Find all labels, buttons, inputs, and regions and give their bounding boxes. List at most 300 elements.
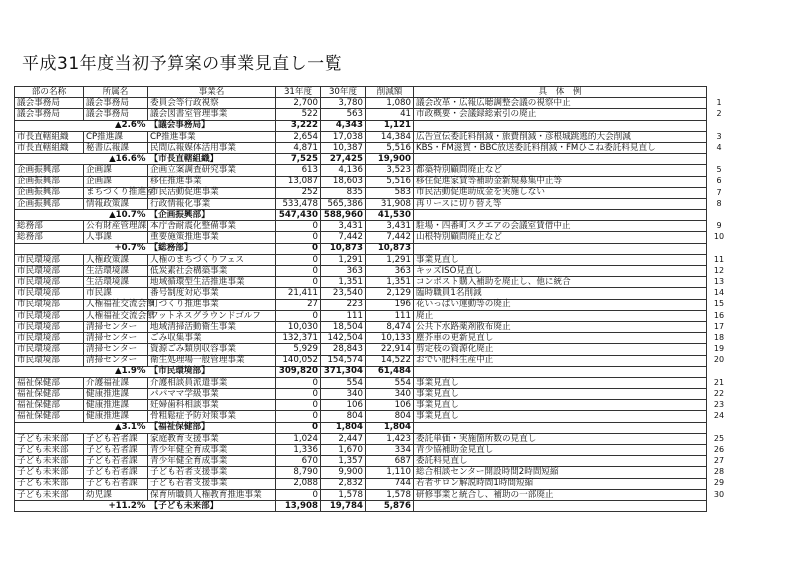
row-number-blank <box>712 366 726 377</box>
row-number-blank <box>712 500 726 511</box>
row-number: 2 <box>716 109 722 119</box>
project-cell: 家庭教育支援事業 <box>148 433 276 444</box>
fy30-subtotal-cell: 4,343 <box>321 120 366 131</box>
subtotal-row <box>15 243 707 254</box>
row-number: 5 <box>716 165 722 175</box>
row-number: 12 <box>713 265 725 275</box>
reduction-cell: 1,423 <box>366 433 414 444</box>
section-cell: 生活環境課 <box>84 277 148 288</box>
fy30-cell: 1,578 <box>321 489 366 500</box>
section-cell: 議会事務局 <box>84 98 148 109</box>
dept-cell: 企画振興部 <box>15 165 84 176</box>
fy31-cell: 0 <box>276 400 321 411</box>
example-cell: 移住促進家賃等補助金新規募集中止等 <box>414 176 707 187</box>
dept-cell: 福祉保健部 <box>15 377 84 388</box>
fy31-cell: 2,700 <box>276 98 321 109</box>
table-row <box>15 176 707 187</box>
row-number: 24 <box>713 411 725 421</box>
table-row <box>15 400 707 411</box>
row-number: 7 <box>716 187 722 197</box>
reduction-cell: 3,431 <box>366 221 414 232</box>
subtotal-row <box>15 154 707 165</box>
fy31-cell: 27 <box>276 299 321 310</box>
table-row <box>15 411 707 422</box>
example-cell: 事業見直し <box>414 389 707 400</box>
section-cell: 人権福祉交流会館 <box>84 310 148 321</box>
example-cell: 公共下水路薬剤散布廃止 <box>414 321 707 332</box>
group-label-cell: 【議会事務局】 <box>148 120 276 131</box>
table-row <box>15 277 707 288</box>
fy30-cell: 1,357 <box>321 456 366 467</box>
fy31-cell: 0 <box>276 389 321 400</box>
section-cell: 子ども若者課 <box>84 445 148 456</box>
fy30-cell: 2,832 <box>321 478 366 489</box>
subtotal-blank-cell <box>414 120 707 131</box>
dept-cell: 子ども未来部 <box>15 489 84 500</box>
fy31-cell: 132,371 <box>276 333 321 344</box>
table-row <box>15 254 707 265</box>
section-cell: 清掃センター <box>84 344 148 355</box>
row-number-column <box>712 97 726 511</box>
example-cell: 事業見直し <box>414 377 707 388</box>
reduction-cell: 363 <box>366 266 414 277</box>
table-row <box>15 489 707 500</box>
row-number: 17 <box>713 321 725 331</box>
project-cell: 本庁舎耐震化整備事業 <box>148 221 276 232</box>
row-number: 10 <box>713 232 725 242</box>
example-cell: 山根特別顧問廃止など <box>414 232 707 243</box>
example-cell: 花いっぱい運動等の廃止 <box>414 299 707 310</box>
fy30-cell: 363 <box>321 266 366 277</box>
table-row <box>15 445 707 456</box>
reduction-subtotal-cell: 1,121 <box>366 120 414 131</box>
project-cell: 保育所職員人権教育推進事業 <box>148 489 276 500</box>
table-row <box>15 165 707 176</box>
dept-cell: 子ども未来部 <box>15 456 84 467</box>
row-number: 11 <box>713 254 725 264</box>
row-number: 19 <box>713 344 725 354</box>
row-number: 28 <box>713 467 725 477</box>
reduction-cell: 583 <box>366 187 414 198</box>
fy31-subtotal-cell: 547,430 <box>276 210 321 221</box>
fy31-cell: 0 <box>276 377 321 388</box>
example-cell: 事業見直し <box>414 254 707 265</box>
example-cell: KBS・FM滋賀・BBC放送委託料削減・FMひこね委託料見直し <box>414 142 707 153</box>
group-label-cell: 【市長直轄組織】 <box>148 154 276 165</box>
section-cell: 人権福祉交流会館 <box>84 299 148 310</box>
fy30-cell: 1,291 <box>321 254 366 265</box>
fy30-cell: 3,780 <box>321 98 366 109</box>
row-number: 26 <box>713 444 725 454</box>
reduction-cell: 804 <box>366 411 414 422</box>
dept-cell: 子ども未来部 <box>15 445 84 456</box>
project-cell: 介護相談員派遣事業 <box>148 377 276 388</box>
reduction-cell: 1,578 <box>366 489 414 500</box>
fy31-cell: 613 <box>276 165 321 176</box>
section-cell: 人権政策課 <box>84 254 148 265</box>
dept-cell: 市長直轄組織 <box>15 142 84 153</box>
row-number: 14 <box>713 288 725 298</box>
fy31-cell: 0 <box>276 232 321 243</box>
example-cell: 委託単価・実施箇所数の見直し <box>414 433 707 444</box>
dept-cell: 市民環境部 <box>15 355 84 366</box>
example-cell: 剪定枝の資源化廃止 <box>414 344 707 355</box>
example-cell: 塵芥車の更新見直し <box>414 333 707 344</box>
group-label-cell: 【子ども未来部】 <box>148 500 276 511</box>
section-cell: 健康推進課 <box>84 400 148 411</box>
table-row <box>15 321 707 332</box>
reduction-cell: 5,516 <box>366 176 414 187</box>
row-number: 15 <box>713 299 725 309</box>
fy31-cell: 0 <box>276 277 321 288</box>
row-number: 8 <box>716 198 722 208</box>
fy31-cell: 1,336 <box>276 445 321 456</box>
page-title: 平成31年度当初予算案の事業見直し一覧 <box>22 54 343 74</box>
row-number: 30 <box>713 489 725 499</box>
row-number: 9 <box>716 221 722 231</box>
header-example: 具 体 例 <box>414 87 707 98</box>
section-cell: 公有財産管理課 <box>84 221 148 232</box>
example-cell: 市政概要・会議録総索引の廃止 <box>414 109 707 120</box>
project-cell: 子ども若者支援事業 <box>148 467 276 478</box>
example-cell: 若者サロン解説時間1時間短縮 <box>414 478 707 489</box>
example-cell: 市民活動促進助成金を実施しない <box>414 187 707 198</box>
reduction-cell: 22,914 <box>366 344 414 355</box>
header-reduction: 削減額 <box>366 87 414 98</box>
change-rate-cell: ▲16.6% <box>15 154 148 165</box>
reduction-cell: 14,522 <box>366 355 414 366</box>
fy31-cell: 2,088 <box>276 478 321 489</box>
fy30-cell: 563 <box>321 109 366 120</box>
project-cell: 衛生処理場一般管理事業 <box>148 355 276 366</box>
row-number: 13 <box>713 277 725 286</box>
example-cell: 事業見直し <box>414 400 707 411</box>
group-label-cell: 【福祉保健部】 <box>148 422 276 433</box>
reduction-cell: 31,908 <box>366 198 414 209</box>
project-cell: 町づくり推進事業 <box>148 299 276 310</box>
fy30-cell: 23,540 <box>321 288 366 299</box>
dept-cell: 子ども未来部 <box>15 433 84 444</box>
section-cell: 幼児課 <box>84 489 148 500</box>
table-row <box>15 355 707 366</box>
fy30-subtotal-cell: 588,960 <box>321 210 366 221</box>
reduction-subtotal-cell: 1,804 <box>366 422 414 433</box>
reduction-cell: 1,080 <box>366 98 414 109</box>
project-cell: CP推進事業 <box>148 131 276 142</box>
section-cell: 子ども若者課 <box>84 433 148 444</box>
fy30-cell: 154,574 <box>321 355 366 366</box>
header-section: 所属名 <box>84 87 148 98</box>
fy30-cell: 1,351 <box>321 277 366 288</box>
dept-cell: 市長直轄組織 <box>15 131 84 142</box>
change-rate-cell: +0.7% <box>15 243 148 254</box>
table-row <box>15 310 707 321</box>
dept-cell: 企画振興部 <box>15 176 84 187</box>
row-number: 21 <box>713 377 725 387</box>
table-row <box>15 198 707 209</box>
fy31-subtotal-cell: 0 <box>276 422 321 433</box>
section-cell: CP推進課 <box>84 131 148 142</box>
reduction-cell: 3,523 <box>366 165 414 176</box>
example-cell: 駐場・四番町スクエアの会議室賃借中止 <box>414 221 707 232</box>
subtotal-row <box>15 210 707 221</box>
fy30-cell: 111 <box>321 310 366 321</box>
project-cell: 人権のまちづくりフェス <box>148 254 276 265</box>
fy31-cell: 0 <box>276 221 321 232</box>
example-cell: 研修事業と統合し、補助の一部廃止 <box>414 489 707 500</box>
review-table <box>14 86 707 512</box>
subtotal-row <box>15 500 707 511</box>
dept-cell: 総務部 <box>15 221 84 232</box>
dept-cell: 子ども未来部 <box>15 478 84 489</box>
table-row <box>15 478 707 489</box>
example-cell: 都築特別顧問廃止など <box>414 165 707 176</box>
project-cell: 民間広報媒体活用事業 <box>148 142 276 153</box>
reduction-cell: 8,474 <box>366 321 414 332</box>
row-number: 6 <box>716 176 722 186</box>
project-cell: 妊婦歯科相談事業 <box>148 400 276 411</box>
section-cell: まちづくり推進室 <box>84 187 148 198</box>
dept-cell: 福祉保健部 <box>15 411 84 422</box>
fy31-cell: 8,790 <box>276 467 321 478</box>
fy30-cell: 340 <box>321 389 366 400</box>
dept-cell: 市民環境部 <box>15 254 84 265</box>
fy30-cell: 10,387 <box>321 142 366 153</box>
subtotal-row <box>15 422 707 433</box>
table-row <box>15 109 707 120</box>
fy31-cell: 13,087 <box>276 176 321 187</box>
dept-cell: 市民環境部 <box>15 299 84 310</box>
row-number-blank <box>712 153 726 164</box>
fy31-cell: 0 <box>276 266 321 277</box>
row-number: 29 <box>713 478 725 488</box>
section-cell: 企画課 <box>84 165 148 176</box>
fy30-cell: 106 <box>321 400 366 411</box>
dept-cell: 市民環境部 <box>15 310 84 321</box>
example-cell: キッズISO見直し <box>414 266 707 277</box>
reduction-subtotal-cell: 61,484 <box>366 366 414 377</box>
project-cell: 議会図書室管理事業 <box>148 109 276 120</box>
change-rate-cell: +11.2% <box>15 500 148 511</box>
dept-cell: 市民環境部 <box>15 321 84 332</box>
table-row <box>15 131 707 142</box>
fy31-cell: 5,929 <box>276 344 321 355</box>
subtotal-blank-cell <box>414 366 707 377</box>
row-number: 1 <box>716 98 722 107</box>
fy31-subtotal-cell: 0 <box>276 243 321 254</box>
change-rate-cell: ▲2.6% <box>15 120 148 131</box>
fy30-subtotal-cell: 27,425 <box>321 154 366 165</box>
project-cell: 市民活動促進事業 <box>148 187 276 198</box>
reduction-cell: 554 <box>366 377 414 388</box>
reduction-cell: 14,384 <box>366 131 414 142</box>
dept-cell: 市民環境部 <box>15 288 84 299</box>
fy31-cell: 140,052 <box>276 355 321 366</box>
reduction-cell: 111 <box>366 310 414 321</box>
table-row <box>15 288 707 299</box>
reduction-cell: 340 <box>366 389 414 400</box>
reduction-cell: 10,133 <box>366 333 414 344</box>
fy30-cell: 3,431 <box>321 221 366 232</box>
subtotal-blank-cell <box>414 243 707 254</box>
example-cell: おでい肥料生産中止 <box>414 355 707 366</box>
fy30-cell: 9,900 <box>321 467 366 478</box>
table-row <box>15 377 707 388</box>
change-rate-cell: ▲1.9% <box>15 366 148 377</box>
reduction-cell: 2,129 <box>366 288 414 299</box>
fy31-cell: 522 <box>276 109 321 120</box>
dept-cell: 福祉保健部 <box>15 400 84 411</box>
fy30-cell: 223 <box>321 299 366 310</box>
table-row <box>15 389 707 400</box>
project-cell: 資源ごみ類別収容事業 <box>148 344 276 355</box>
change-rate-cell: ▲3.1% <box>15 422 148 433</box>
row-number-blank <box>712 421 726 432</box>
dept-cell: 市民環境部 <box>15 344 84 355</box>
fy31-subtotal-cell: 13,908 <box>276 500 321 511</box>
reduction-cell: 1,351 <box>366 277 414 288</box>
reduction-cell: 334 <box>366 445 414 456</box>
reduction-subtotal-cell: 41,530 <box>366 210 414 221</box>
fy31-cell: 4,871 <box>276 142 321 153</box>
section-cell: 市民課 <box>84 288 148 299</box>
subtotal-blank-cell <box>414 422 707 433</box>
section-cell: 健康推進課 <box>84 389 148 400</box>
reduction-cell: 41 <box>366 109 414 120</box>
project-cell: 子ども若者支援事業 <box>148 478 276 489</box>
fy31-cell: 0 <box>276 254 321 265</box>
project-cell: 青少年健全育成事業 <box>148 445 276 456</box>
section-cell: 子ども若者課 <box>84 478 148 489</box>
table-row <box>15 299 707 310</box>
fy31-cell: 0 <box>276 310 321 321</box>
project-cell: パパママ学級事業 <box>148 389 276 400</box>
fy31-cell: 10,030 <box>276 321 321 332</box>
table-row <box>15 187 707 198</box>
section-cell: 秘書広報課 <box>84 142 148 153</box>
project-cell: ワットネスグラウンドゴルフ <box>148 310 276 321</box>
fy30-cell: 142,504 <box>321 333 366 344</box>
dept-cell: 議会事務局 <box>15 109 84 120</box>
project-cell: 移住推進事業 <box>148 176 276 187</box>
fy30-cell: 554 <box>321 377 366 388</box>
table-row <box>15 433 707 444</box>
row-number: 23 <box>713 400 725 410</box>
fy30-cell: 1,670 <box>321 445 366 456</box>
example-cell: 委託料見直し <box>414 456 707 467</box>
table-header-row <box>15 87 707 98</box>
fy30-cell: 835 <box>321 187 366 198</box>
subtotal-row <box>15 366 707 377</box>
table-row <box>15 266 707 277</box>
row-number: 4 <box>716 142 722 152</box>
section-cell: 清掃センター <box>84 321 148 332</box>
fy30-cell: 565,386 <box>321 198 366 209</box>
fy30-cell: 804 <box>321 411 366 422</box>
project-cell: 番号制度対応事業 <box>148 288 276 299</box>
table-row <box>15 333 707 344</box>
table-row <box>15 344 707 355</box>
fy30-cell: 28,843 <box>321 344 366 355</box>
reduction-subtotal-cell: 5,876 <box>366 500 414 511</box>
group-label-cell: 【市民環境部】 <box>148 366 276 377</box>
example-cell: 臨時職員1名削減 <box>414 288 707 299</box>
fy30-cell: 7,442 <box>321 232 366 243</box>
section-cell: 健康推進課 <box>84 411 148 422</box>
row-number-blank <box>712 119 726 130</box>
row-number: 25 <box>713 433 725 443</box>
reduction-cell: 1,110 <box>366 467 414 478</box>
project-cell: 地域循環型生活推進事業 <box>148 277 276 288</box>
example-cell: 事業見直し <box>414 411 707 422</box>
reduction-cell: 744 <box>366 478 414 489</box>
dept-cell: 市民環境部 <box>15 277 84 288</box>
dept-cell: 市民環境部 <box>15 333 84 344</box>
fy31-cell: 21,411 <box>276 288 321 299</box>
reduction-cell: 106 <box>366 400 414 411</box>
fy31-cell: 2,654 <box>276 131 321 142</box>
fy31-cell: 0 <box>276 489 321 500</box>
reduction-subtotal-cell: 10,873 <box>366 243 414 254</box>
fy30-cell: 18,603 <box>321 176 366 187</box>
reduction-subtotal-cell: 19,900 <box>366 154 414 165</box>
fy30-subtotal-cell: 19,784 <box>321 500 366 511</box>
example-cell: コンポスト購入補助を廃止し、他に統合 <box>414 277 707 288</box>
project-cell: 行政情報化事業 <box>148 198 276 209</box>
project-cell: 重要施策推進事業 <box>148 232 276 243</box>
table-row <box>15 232 707 243</box>
section-cell: 人事課 <box>84 232 148 243</box>
example-cell: 議会改革・広報広聴調整会議の視察中止 <box>414 98 707 109</box>
project-cell: 骨粗鬆症予防対策事業 <box>148 411 276 422</box>
row-number-blank <box>712 209 726 220</box>
example-cell: 広告宣伝委託料削減・旅費削減・彦根城跳逃的大会削減 <box>414 131 707 142</box>
table-row <box>15 221 707 232</box>
fy31-subtotal-cell: 7,525 <box>276 154 321 165</box>
example-cell: 再リースに切り替え等 <box>414 198 707 209</box>
reduction-cell: 1,291 <box>366 254 414 265</box>
project-cell: ごみ収集事業 <box>148 333 276 344</box>
fy30-cell: 4,136 <box>321 165 366 176</box>
section-cell: 企画課 <box>84 176 148 187</box>
reduction-cell: 196 <box>366 299 414 310</box>
project-cell: 地域清掃活動衛生事業 <box>148 321 276 332</box>
dept-cell: 福祉保健部 <box>15 389 84 400</box>
section-cell: 生活環境課 <box>84 266 148 277</box>
dept-cell: 議会事務局 <box>15 98 84 109</box>
fy30-subtotal-cell: 10,873 <box>321 243 366 254</box>
table-row <box>15 467 707 478</box>
section-cell: 清掃センター <box>84 333 148 344</box>
fy30-cell: 17,038 <box>321 131 366 142</box>
fy31-subtotal-cell: 309,820 <box>276 366 321 377</box>
section-cell: 清掃センター <box>84 355 148 366</box>
fy31-cell: 1,024 <box>276 433 321 444</box>
fy31-cell: 670 <box>276 456 321 467</box>
dept-cell: 総務部 <box>15 232 84 243</box>
fy30-subtotal-cell: 371,304 <box>321 366 366 377</box>
fy31-cell: 0 <box>276 411 321 422</box>
section-cell: 子ども若者課 <box>84 456 148 467</box>
fy31-subtotal-cell: 3,222 <box>276 120 321 131</box>
subtotal-row <box>15 120 707 131</box>
header-project: 事業名 <box>148 87 276 98</box>
table-row <box>15 456 707 467</box>
row-number: 22 <box>713 388 725 398</box>
header-fy31: 31年度 <box>276 87 321 98</box>
reduction-cell: 7,442 <box>366 232 414 243</box>
header-dept: 部の名称 <box>15 87 84 98</box>
